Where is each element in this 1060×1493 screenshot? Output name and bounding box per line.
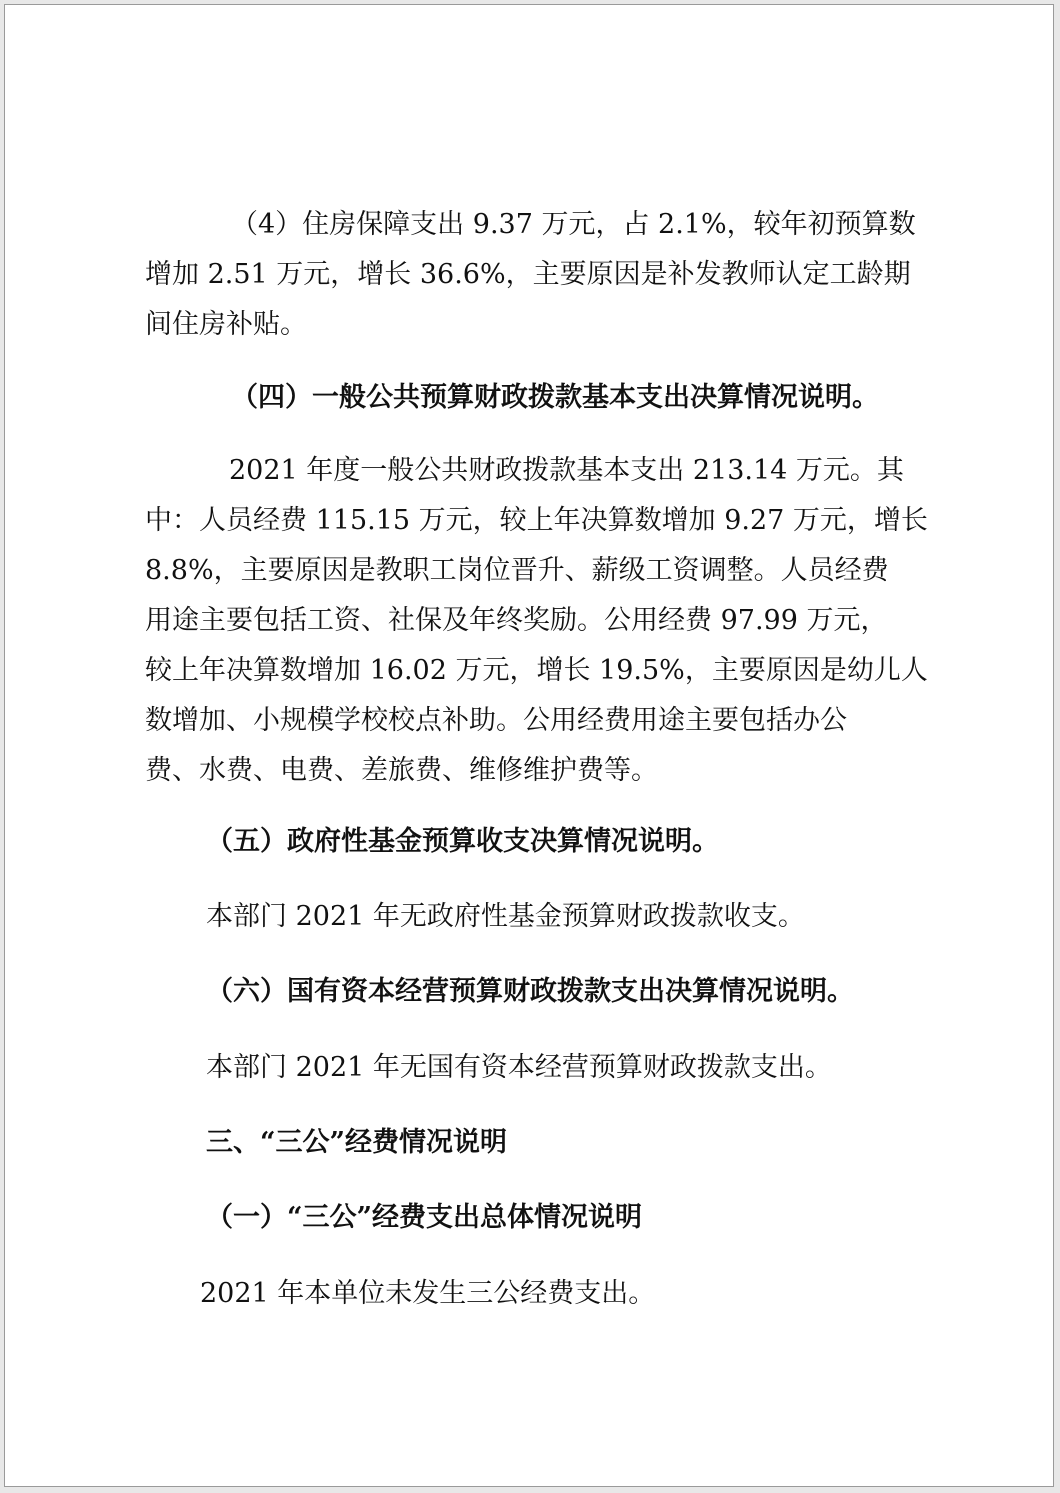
- paragraph-housing-line-3: 间住房补贴。: [145, 309, 307, 340]
- document-page: [4, 4, 1054, 1487]
- paragraph-basic-expense-line-5: 较上年决算数增加 16.02 万元，增长 19.5%，主要原因是幼儿人: [145, 655, 928, 686]
- paragraph-basic-expense-line-3: 8.8%，主要原因是教职工岗位晋升、薪级工资调整。人员经费: [145, 555, 889, 586]
- paragraph-basic-expense-line-4: 用途主要包括工资、社保及年终奖励。公用经费 97.99 万元，: [145, 605, 888, 636]
- paragraph-housing-line-2: 增加 2.51 万元，增长 36.6%，主要原因是补发教师认定工龄期: [145, 259, 911, 290]
- paragraph-basic-expense-line-1: 2021 年度一般公共财政拨款基本支出 213.14 万元。其: [229, 455, 904, 486]
- heading-three-public-expenses: 三、“三公”经费情况说明: [206, 1127, 508, 1158]
- heading-section-five: （五）政府性基金预算收支决算情况说明。: [206, 826, 719, 857]
- paragraph-basic-expense-line-2: 中：人员经费 115.15 万元，较上年决算数增加 9.27 万元，增长: [145, 505, 928, 536]
- heading-section-six: （六）国有资本经营预算财政拨款支出决算情况说明。: [206, 976, 854, 1007]
- paragraph-state-capital: 本部门 2021 年无国有资本经营预算财政拨款支出。: [206, 1052, 832, 1083]
- paragraph-housing-line-1: （4）住房保障支出 9.37 万元，占 2.1%，较年初预算数: [231, 209, 916, 240]
- paragraph-gov-fund: 本部门 2021 年无政府性基金预算财政拨款收支。: [206, 901, 805, 932]
- paragraph-basic-expense-line-6: 数增加、小规模学校校点补助。公用经费用途主要包括办公: [145, 705, 847, 736]
- heading-three-public-overview: （一）“三公”经费支出总体情况说明: [206, 1202, 643, 1233]
- heading-section-four: （四）一般公共预算财政拨款基本支出决算情况说明。: [231, 382, 879, 413]
- paragraph-no-three-public: 2021 年本单位未发生三公经费支出。: [200, 1278, 656, 1309]
- paragraph-basic-expense-line-7: 费、水费、电费、差旅费、维修维护费等。: [145, 755, 658, 786]
